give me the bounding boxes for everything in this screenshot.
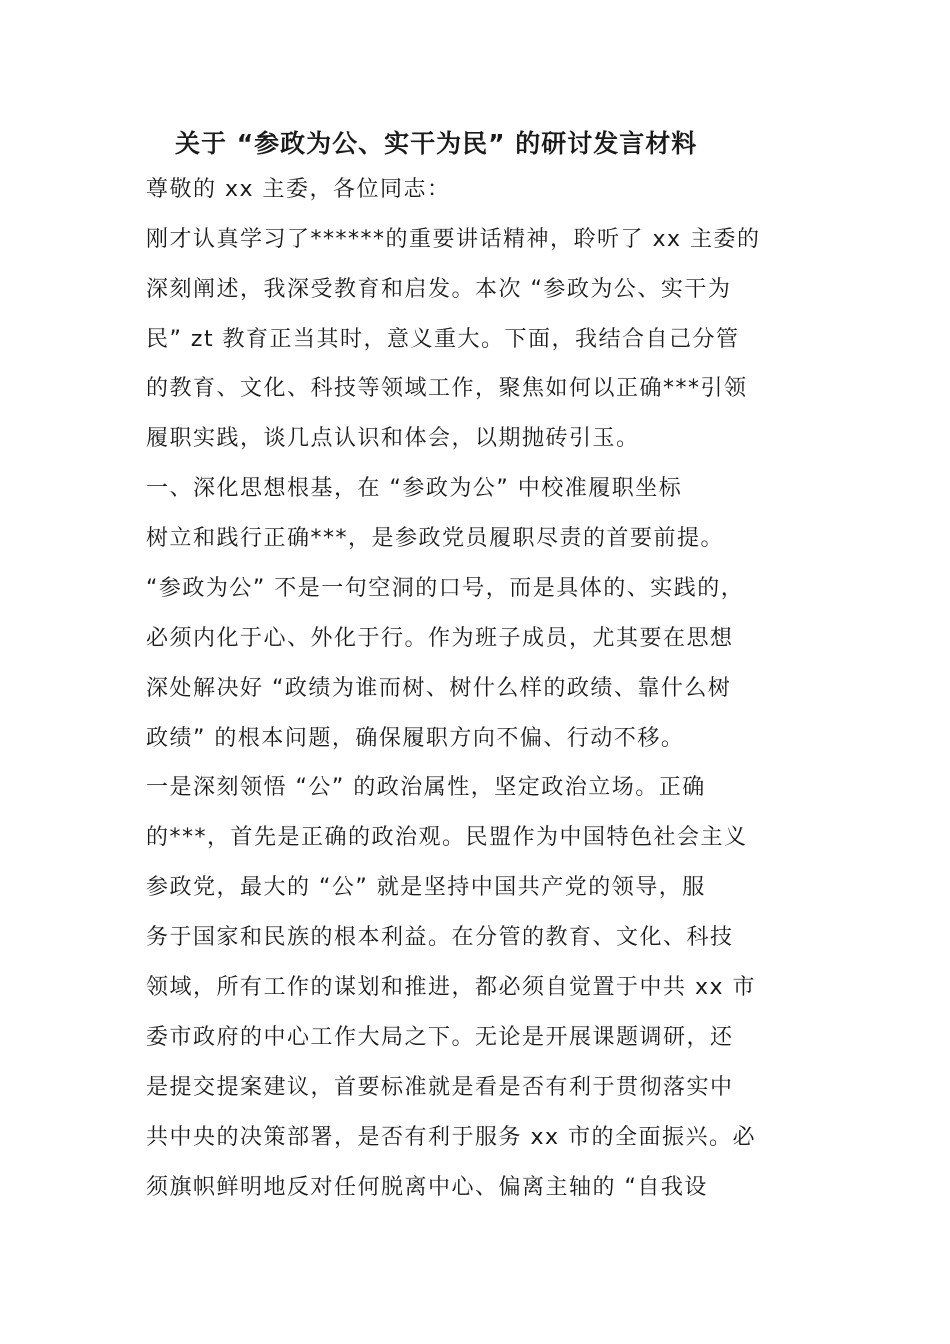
paragraph-line: 树立和践行正确***，是参政党员履职尽责的首要前提。 [146, 526, 725, 551]
paragraph-line: 深刻阐述，我深受教育和启发。本次 “参政为公、实干为 [146, 277, 732, 302]
paragraph-line: 共中央的决策部署，是否有利于服务 xx 市的全面振兴。必 [146, 1125, 757, 1150]
paragraph-line: 刚才认真学习了******的重要讲话精神，聆听了 xx 主委的 [146, 227, 761, 252]
paragraph-line: 民” zt 教育正当其时，意义重大。下面，我结合自己分管 [146, 327, 740, 352]
paragraph-line: 必须内化于心、外化于行。作为班子成员，尤其要在思想 [146, 626, 734, 651]
paragraph-line: 务于国家和民族的根本利益。在分管的教育、文化、科技 [146, 925, 734, 950]
paragraph-line: 一是深刻领悟 “公” 的政治属性，坚定政治立场。正确 [146, 775, 706, 800]
section-heading: 一、深化思想根基，在 “参政为公” 中校准履职坐标 [146, 476, 683, 501]
paragraph-line: 深处解决好 “政绩为谁而树、树什么样的政绩、靠什么树 [146, 676, 732, 701]
paragraph-line: 委市政府的中心工作大局之下。无论是开展课题调研，还 [146, 1025, 734, 1050]
paragraph-line: 领域，所有工作的谋划和推进，都必须自觉置于中共 xx 市 [146, 975, 757, 1000]
paragraph-line: 须旗帜鲜明地反对任何脱离中心、偏离主轴的 “自我设 [146, 1175, 708, 1200]
paragraph-line: 的教育、文化、科技等领域工作，聚焦如何以正确***引领 [146, 376, 748, 401]
salutation-line: 尊敬的 xx 主委，各位同志： [146, 177, 451, 202]
paragraph-line: 的***，首先是正确的政治观。民盟作为中国特色社会主义 [146, 825, 748, 850]
paragraph-line: 履职实践，谈几点认识和体会，以期抛砖引玉。 [146, 426, 640, 451]
paragraph-line: 政绩” 的根本问题，确保履职方向不偏、行动不移。 [146, 726, 685, 751]
paragraph-line: “参政为公” 不是一句空洞的口号，而是具体的、实践的， [146, 576, 745, 601]
paragraph-line: 参政党，最大的 “公” 就是坚持中国共产党的领导，服 [146, 875, 706, 900]
document-title: 关于 “参政为公、实干为民” 的研讨发言材料 [175, 129, 698, 158]
paragraph-line: 是提交提案建议，首要标准就是看是否有利于贯彻落实中 [146, 1075, 734, 1100]
